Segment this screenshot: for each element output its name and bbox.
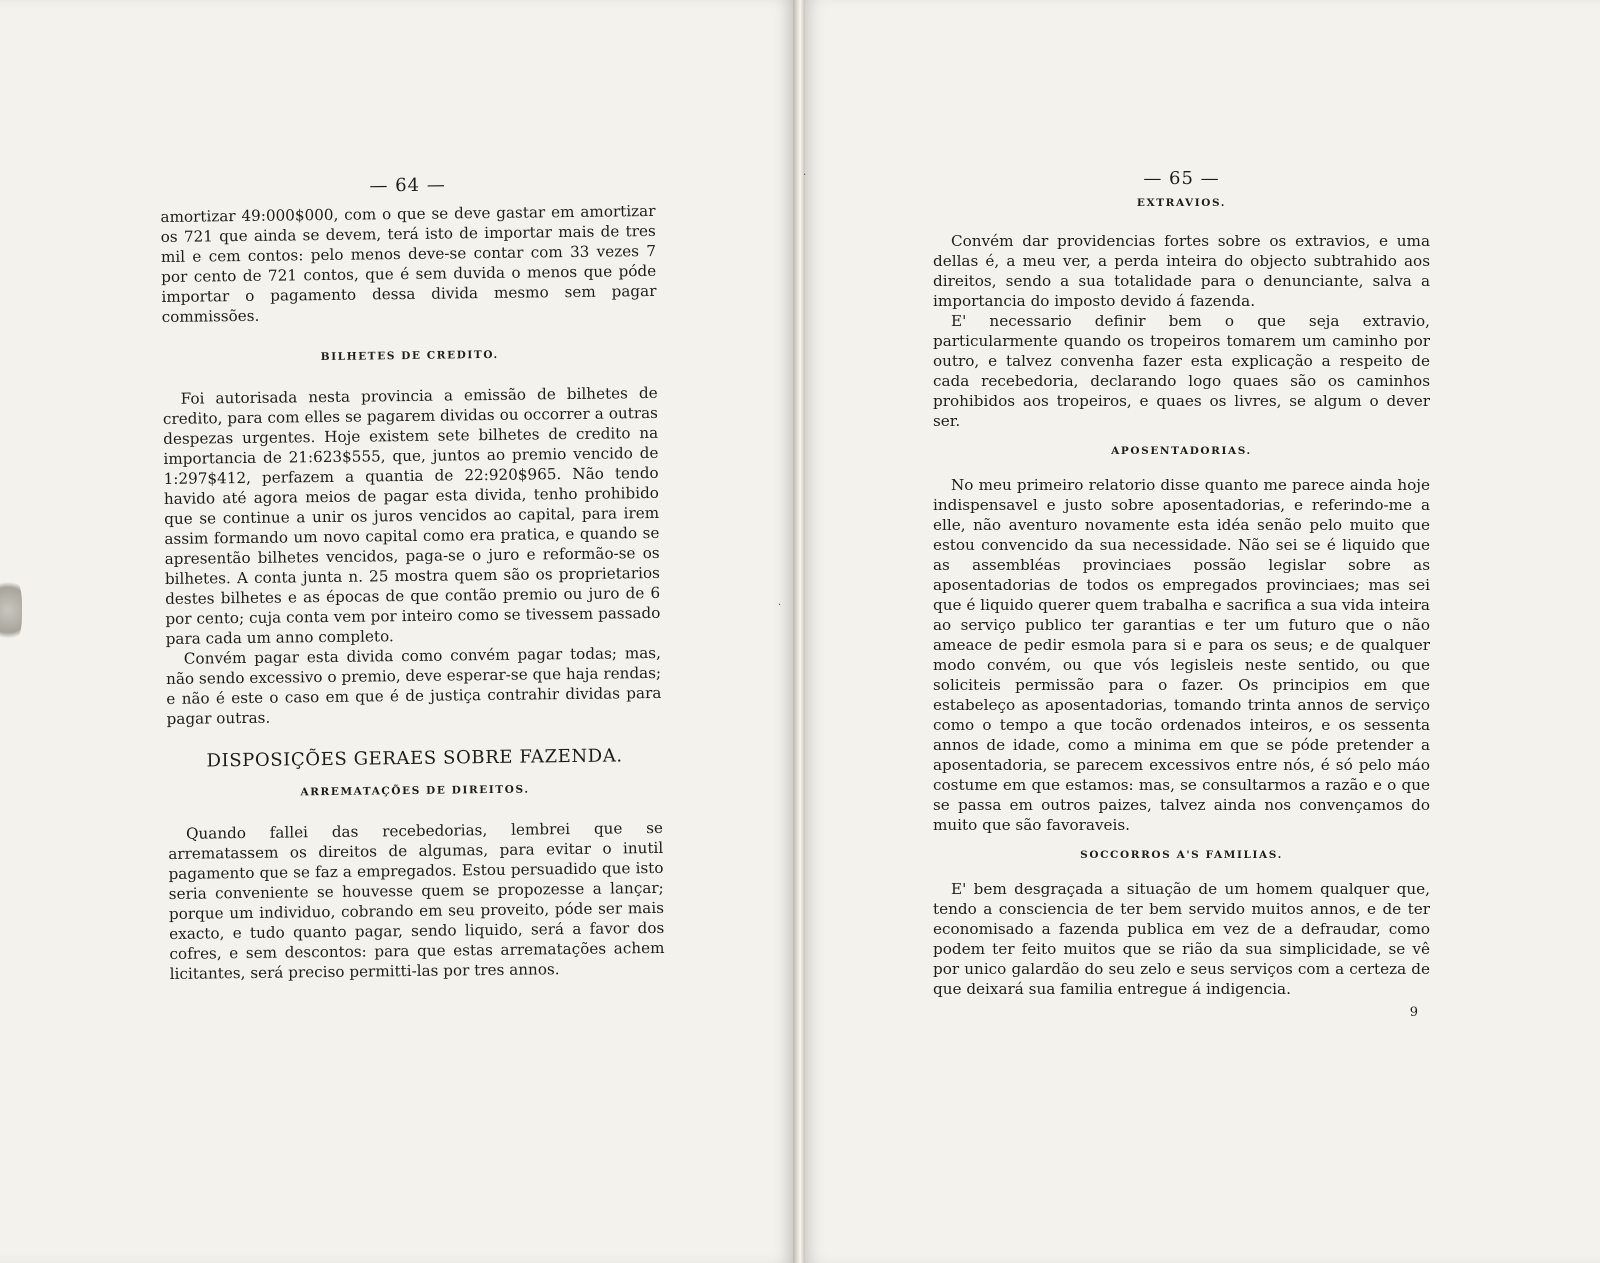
heading-extravios: EXTRAVIOS. [1136, 197, 1227, 209]
paragraph-aposentadorias: No meu primeiro relatorio disse quanto me parece ainda hoje indispensavel e justo sobre aposentadorias, e referindo-me a elle, não aventuro novamente esta idéa senão pelo muito que estou convencido da sua necessidade. Não sei se é liquido que as assembléas provinciaes possão legislar sobre as aposentadorias de todos os empregados provinciaes; mas sei que é liquido querer quem trabalha e sacrifica a sua vida inteira ao serviço publico ter garantias e ter um futuro que o não ameace de pedir esmola para si e para os seus; e de qualquer modo convém, ou que vós legisleis neste sentido, ou que soliciteis permissão para o fazer. Os principios em que estabeleço as aposentadorias, tomando trinta annos de serviço como o tempo a que tocão ordenados inteiros, e os sessenta annos de idade, como a minima em que se póde pretender a aposentadoria, se parecem excessivos entre nós, é só pelo máo costume em que estamos: mas, se consultarmos a razão e o que se passa em outros paizes, talvez ainda nos convençamos do muito que são favoraveis. [933, 476, 1430, 834]
page-number-65: — 65 — [1143, 168, 1220, 189]
paragraph-bilhetes-2: Convém pagar esta divida como convém pagar todas; mas, não sendo excessivo o premio, deve esperar-se que haja rendas; e não é este o caso em que é de justiça contrahir dividas para pagar outras. [166, 643, 662, 728]
right-page [805, 0, 1600, 1263]
paragraph-bilhetes-1: Foi autorisada nesta provincia a emissão de bilhetes de credito, para com elles se pagarem dividas ou occorrer a outras despezas urgentes. Hoje existem sete bilhetes de credito na importancia de 21:623$555, que, juntos ao premio vencido de 1:297$412, perfazem a quantia de 22:920$965. Não tendo havido até agora meios de pagar esta divida, tenho prohibido que se continue a unir os juros vencidos ao capital, para irem assim formando um novo capital como era pratica, e quando se apresentão bilhetes vencidos, paga-se o juro e reformão-se os bilhetes. A conta junta n. 25 mostra quem são os proprietarios destes bilhetes e as épocas de que contão premio ou juro de 6 por cento; cuja conta vem por inteiro como se tivessem passado para cada um anno completo. [162, 383, 661, 648]
heading-soccorros: SOCCORROS A'S FAMILIAS. [1080, 849, 1283, 861]
heading-disposicoes-geraes: DISPOSIÇÕES GERAES SOBRE FAZENDA. [206, 745, 623, 772]
heading-aposentadorias: APOSENTADORIAS. [1111, 445, 1252, 457]
left-page [0, 0, 793, 1263]
heading-bilhetes-de-credito: BILHETES DE CREDITO. [320, 348, 499, 364]
margin-mark: · [778, 600, 782, 611]
paragraph-extravios-1: Convém dar providencias fortes sobre os extravios, e uma dellas é, a meu ver, a perda inteira do objecto subtrahido aos direitos, sendo a sua totalidade para o denunciante, salva a importancia do imposto devido á fazenda. [933, 232, 1430, 310]
paragraph-amortizar: amortizar 49:000$000, com o que se deve gastar em amortizar os 721 que ainda se devem, terá isto de importar mais de tres mil e cem contos: pelo menos deve-se contar com 33 vezes 7 por cento de 721 contos, que é sem duvida o menos que póde importar o pagamento dessa divida mesmo sem pagar commissões. [160, 201, 657, 326]
signature-mark: 9 [1409, 1005, 1418, 1020]
left-page-text [160, 172, 665, 984]
page-number-64: — 64 — [369, 174, 446, 197]
right-page-text [933, 168, 1430, 1020]
page-edge-stain [0, 575, 22, 645]
paragraph-arrematacoes: Quando fallei das recebedorias, lembrei que se arrematassem os direitos de algumas, para evitar o inutil pagamento que se faz a empregados. Estou persuadido que isto seria conveniente se houvesse quem se propozesse a lançar; porque um individuo, cobrando em seu proveito, póde ser mais exacto, e tudo quanto pagar, sendo liquido, será a favor dos cofres, e sem descontos: para que estas arrematações achem licitantes, será preciso permitti-las por tres annos. [168, 818, 665, 983]
book-gutter [793, 0, 805, 1263]
heading-arrematacoes: ARREMATAÇÕES DE DIREITOS. [300, 783, 530, 799]
paragraph-extravios-2: E' necessario definir bem o que seja extravio, particularmente quando os tropeiros tomarem um caminho por outro, e talvez convenha fazer esta explicação a respeito de cada recebedoria, declarando logo quaes são os caminhos prohibidos aos tropeiros, e quaes os livres, se algum o dever ser. [933, 312, 1430, 430]
paragraph-soccorros: E' bem desgraçada a situação de um homem qualquer que, tendo a consciencia de ter bem servido muitos annos, e de ter economisado a fazenda publica em vez de a defraudar, como podem ter feito muitos que se rião da sua simplicidade, se vê por unico galardão do seu zelo e seus serviços com a certeza de que deixará sua familia entregue á indigencia. [933, 880, 1430, 998]
margin-mark-right: · [803, 170, 807, 181]
